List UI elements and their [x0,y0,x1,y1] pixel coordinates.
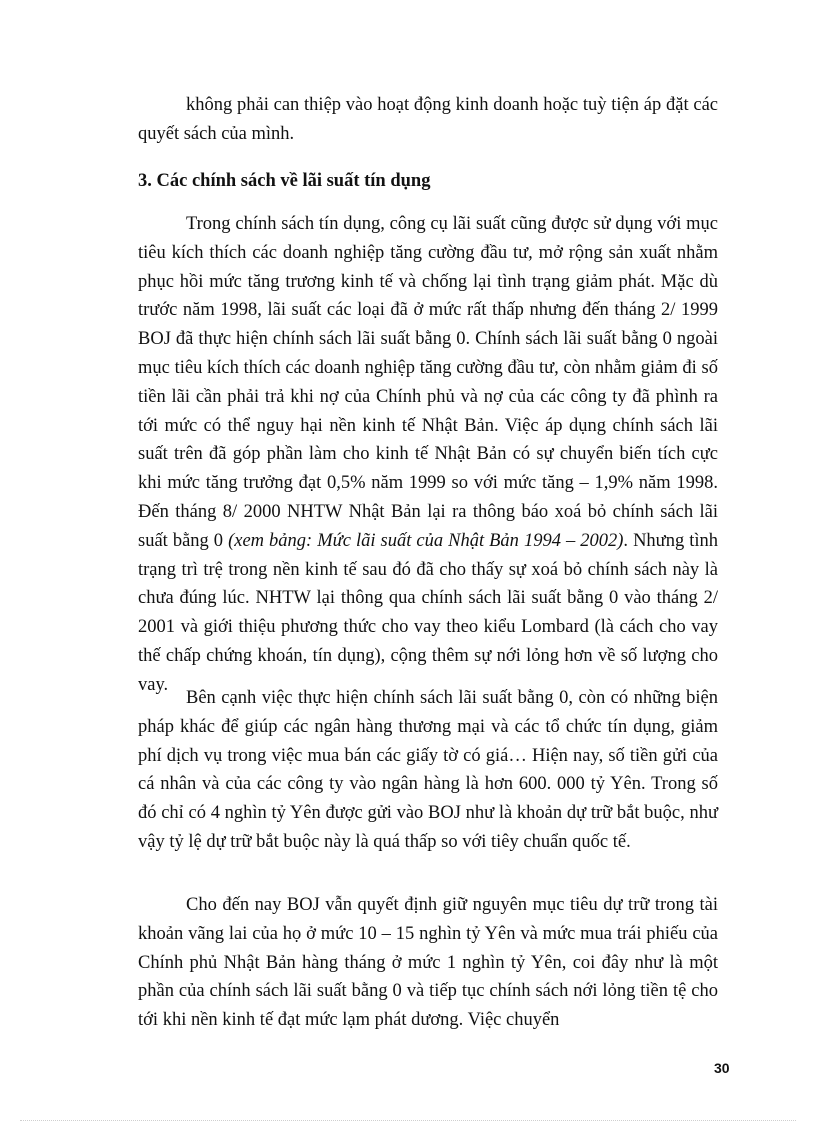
paragraph-interest-rate-policy [138,210,718,700]
paragraph-boj-targets: Cho đến nay BOJ vẫn quyết định giữ nguyên mục tiêu dự trữ trong tài khoản vãng lai của họ ở mức 10 – 15 nghìn tỷ Yên và mức mua trái phiếu của Chính phủ Nhật Bản hàng tháng ở mức 1 nghìn tỷ Yên, coi đây như là một phần của chính sách lãi suất bằng 0 và tiếp tục chính sách nới lỏng tiền tệ cho tới khi nền kinh tế đạt mức lạm phát dương. Việc chuyển [138,895,718,1031]
paragraph-continuation: không phải can thiệp vào hoạt động kinh doanh hoặc tuỳ tiện áp đặt các quyết sách của mình. [138,95,718,144]
paragraph-text: Trong chính sách tín dụng, công cụ lãi suất cũng được sử dụng với mục tiêu kích thích các doanh nghiệp tăng cường đầu tư, mở rộng sản xuất nhằm phục hồi mức tăng trương kinh tế và chống lại tình trạng giảm phát. Mặc dù trước năm 1998, lãi suất các loại đã ở mức rất thấp nhưng đến tháng 2/ 1999 BOJ đã thực hiện chính sách lãi suất bằng 0. Chính sách lãi suất bằng 0 ngoài mục tiêu kích thích các doanh nghiệp tăng cường đầu tư, còn nhằm giảm đi số tiền lãi cần phải trả khi nợ của Chính phủ và nợ của các công ty đã phình ra tới mức có thể nguy hại nền kinh tế Nhật Bản. Việc áp dụng chính sách lãi suất trên đã góp phần làm cho kinh tế Nhật Bản có sự chuyển biến tích cực khi mức tăng trưởng đạt 0,5% năm 1999 so với mức tăng – 1,9% năm 1998. Đến tháng 8/ 2000 NHTW Nhật Bản lại ra thông báo xoá bỏ chính sách lãi suất bằng 0 [138,214,718,551]
table-reference-link: (xem bảng: Mức lãi suất của Nhật Bản 1994 – 2002) [228,530,624,551]
paragraph-other-measures: Bên cạnh việc thực hiện chính sách lãi suất bằng 0, còn có những biện pháp khác để giúp các ngân hàng thương mại và các tổ chức tín dụng, giảm phí dịch vụ trong việc mua bán các giấy tờ có giá… Hiện nay, số tiền gửi của cá nhân và của các công ty vào ngân hàng là hơn 600. 000 tỷ Yên. Trong số đó chỉ có 4 nghìn tỷ Yên được gửi vào BOJ như là khoản dự trữ bắt buộc, như vậy tỷ lệ dự trữ bắt buộc này là quá thấp so với tiêy chuẩn quốc tế. [138,688,718,852]
page-number: 30 [714,1060,730,1076]
footer-divider [20,1120,796,1121]
section-heading: 3. Các chính sách về lãi suất tín dụng [138,171,431,191]
paragraph-text: . Nhưng tình trạng trì trệ trong nền kinh tế sau đó đã cho thấy sự xoá bỏ chính sách này là chưa đúng lúc. NHTW lại thông qua chính sách lãi suất bằng 0 vào tháng 2/ 2001 và giới thiệu phương thức cho vay theo kiểu Lombard (là cách cho vay thế chấp chứng khoán, tín dụng), cộng thêm sự nới lỏng hơn về số lượng cho vay. [138,530,719,695]
